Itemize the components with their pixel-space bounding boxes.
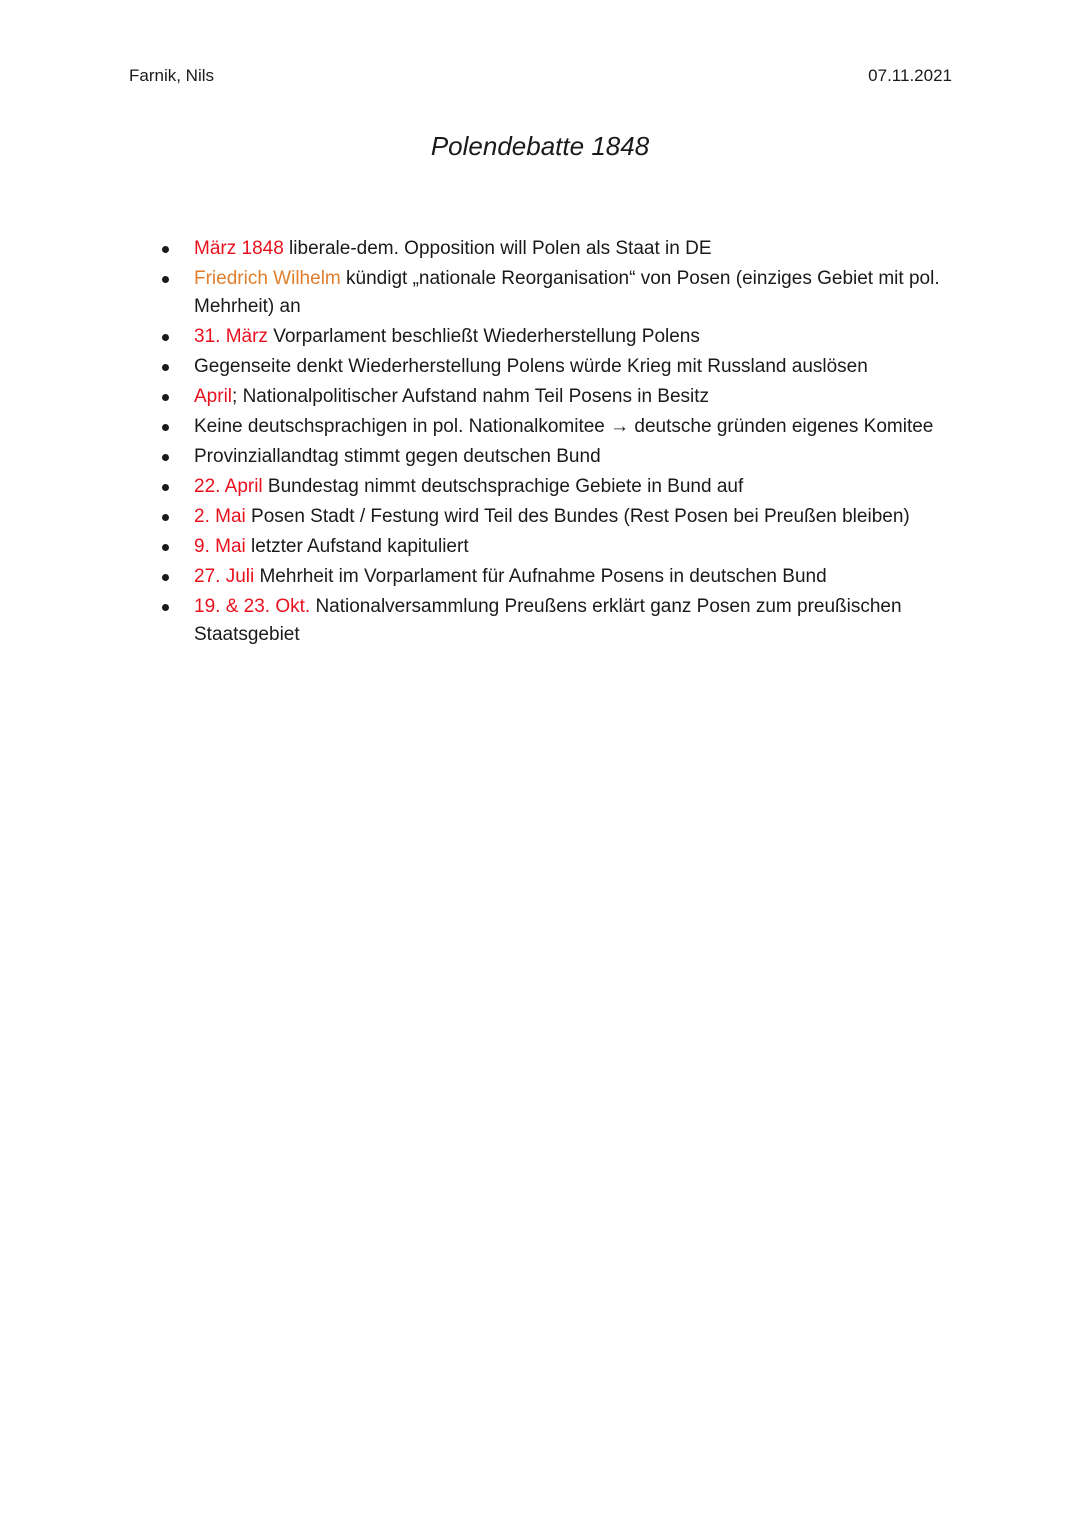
document-date: 07.11.2021 xyxy=(868,66,952,85)
bullet-icon xyxy=(162,604,169,611)
item-text: letzter Aufstand kapituliert xyxy=(245,536,469,557)
list-item xyxy=(160,473,960,501)
item-highlight: 2. Mai xyxy=(194,506,246,527)
item-text: Keine deutschsprachigen in pol. Nationalkomitee → deutsche gründen eigenes Komitee xyxy=(194,416,934,437)
bullet-icon xyxy=(162,484,169,491)
list-item xyxy=(160,235,960,263)
item-text: Nationalversammlung Preußens erklärt ganz Posen zum preußischen Staatsgebiet xyxy=(194,596,902,645)
item-text: ; Nationalpolitischer Aufstand nahm Teil Posens in Besitz xyxy=(232,386,710,407)
list-item xyxy=(160,593,960,649)
list-item xyxy=(160,323,960,351)
item-text: Posen Stadt / Festung wird Teil des Bundes (Rest Posen bei Preußen bleiben) xyxy=(245,506,910,527)
author-name: Farnik, Nils xyxy=(129,66,215,85)
list-item xyxy=(160,353,960,381)
list-item xyxy=(160,413,960,441)
item-text: Vorparlament beschließt Wiederherstellung Polens xyxy=(267,326,700,347)
item-text: liberale-dem. Opposition will Polen als Staat in DE xyxy=(283,238,712,259)
item-highlight: März 1848 xyxy=(194,238,284,259)
item-text: Mehrheit im Vorparlament für Aufnahme Posens in deutschen Bund xyxy=(254,566,827,587)
list-item xyxy=(160,563,960,591)
bullet-icon xyxy=(162,334,169,341)
bullet-icon xyxy=(162,544,169,551)
item-highlight: April xyxy=(194,386,233,407)
item-highlight: 27. Juli xyxy=(194,566,255,587)
item-text: Provinziallandtag stimmt gegen deutschen Bund xyxy=(194,446,601,467)
item-text: Gegenseite denkt Wiederherstellung Polens würde Krieg mit Russland auslösen xyxy=(194,356,868,377)
bullet-icon xyxy=(162,364,169,371)
bullet-list xyxy=(160,235,960,651)
item-highlight: 19. & 23. Okt. xyxy=(194,596,311,617)
bullet-icon xyxy=(162,246,169,253)
list-item xyxy=(160,503,960,531)
list-item xyxy=(160,265,960,321)
bullet-icon xyxy=(162,276,169,283)
bullet-icon xyxy=(162,454,169,461)
item-highlight: 9. Mai xyxy=(194,536,246,557)
item-highlight: 22. April xyxy=(194,476,263,497)
item-highlight: 31. März xyxy=(194,326,268,347)
bullet-icon xyxy=(162,514,169,521)
list-item xyxy=(160,383,960,411)
item-text: kündigt „nationale Reorganisation“ von Posen (einziges Gebiet mit pol. Mehrheit) an xyxy=(194,268,940,317)
list-item xyxy=(160,443,960,471)
item-text: Bundestag nimmt deutschsprachige Gebiete in Bund auf xyxy=(262,476,744,497)
bullet-icon xyxy=(162,574,169,581)
bullet-icon xyxy=(162,394,169,401)
page-title: Polendebatte 1848 xyxy=(430,131,650,161)
bullet-icon xyxy=(162,424,169,431)
list-item xyxy=(160,533,960,561)
item-highlight: Friedrich Wilhelm xyxy=(194,268,341,289)
